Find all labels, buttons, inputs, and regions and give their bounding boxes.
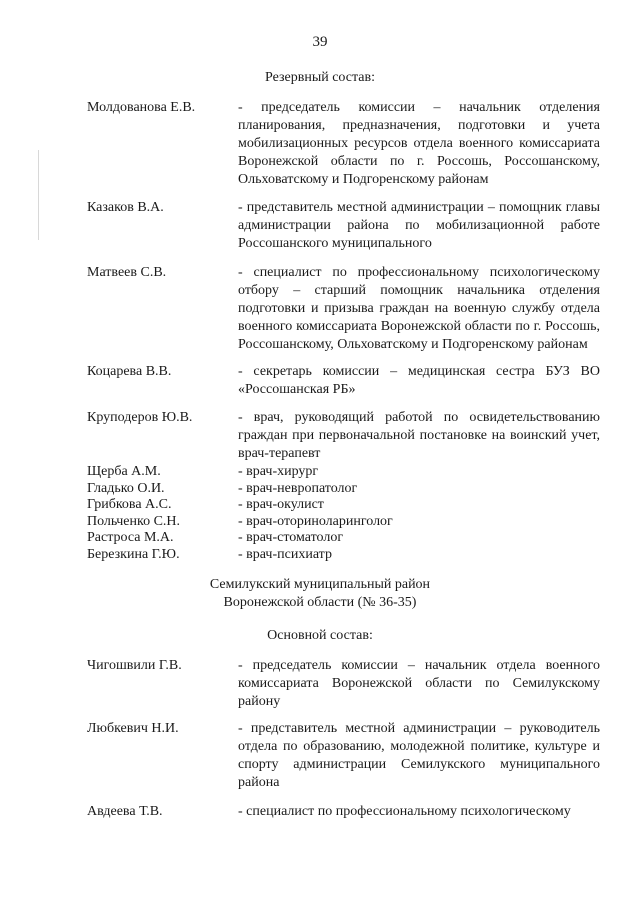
member-name: Щерба А.М.: [87, 464, 161, 479]
page-number: 39: [312, 34, 328, 50]
district-heading-line1: Семилукский муниципальный район: [209, 577, 431, 592]
member-name: Молдованова Е.В.: [87, 100, 196, 115]
main-heading: Основной состав:: [267, 628, 373, 643]
member-name: Березкина Г.Ю.: [87, 546, 180, 562]
member-role: - представитель местной администрации – помощник главы администрации района по мобилизационной работе Россошанского муниципального: [238, 200, 600, 251]
district-heading-line2: Воронежской области (№ 36-35): [223, 595, 417, 610]
member-name: Любкевич Н.И.: [87, 721, 179, 736]
member-name: Круподеров Ю.В.: [87, 410, 193, 425]
list-item: [0, 464, 640, 481]
member-role: - врач-невропатолог: [238, 480, 358, 496]
member-name: Польченко С.Н.: [87, 513, 181, 529]
member-name: Авдеева Т.В.: [87, 804, 163, 819]
member-name: Казаков В.А.: [87, 200, 164, 215]
member-name: Растроса М.А.: [87, 530, 174, 545]
member-role: - специалист по профессиональному психологическому: [238, 804, 571, 819]
reserve-heading: Резервный состав:: [264, 70, 375, 85]
list-item: [0, 547, 640, 564]
list-item: [0, 481, 640, 498]
member-role: - врач-психиатр: [238, 546, 332, 562]
member-name: Чигошвили Г.В.: [87, 658, 182, 673]
margin-mark: [38, 150, 39, 240]
member-role: - председатель комиссии – начальник отдела военного комиссариата Воронежской области по Семилукскому району: [238, 658, 600, 709]
list-item: [0, 514, 640, 531]
member-role: - председатель комиссии – начальник отделения планирования, предназначения, подготовки и учета мобилизационных ресурсов отдела военного комиссариата Воронежской области по г. Россошь, Россошанскому, Ольховатскому и Подгоренскому районам: [238, 100, 600, 187]
member-role: - врач, руководящий работой по освидетельствованию граждан при первоначальной постановке на воинский учет, врач-терапевт: [238, 410, 600, 461]
doctors-list: [0, 464, 640, 563]
member-role: - секретарь комиссии – медицинская сестра БУЗ ВО «Россошанская РБ»: [238, 364, 600, 397]
member-role: - врач-окулист: [238, 497, 324, 512]
list-item: [0, 530, 640, 547]
member-role: - врач-оториноларинголог: [238, 513, 393, 529]
member-name: Матвеев С.В.: [87, 265, 167, 280]
member-name: Коцарева В.В.: [87, 364, 172, 379]
member-role: - врач-хирург: [238, 464, 319, 479]
member-name: Гладько О.И.: [87, 480, 165, 496]
member-role: - специалист по профессиональному психологическому отбору – старший помощник начальника отделения подготовки и призыва граждан на военную службу отдела военного комиссариата Воронежской области по г. Россошь, Россошанскому, Ольховатскому и Подгоренскому районам: [238, 265, 600, 352]
list-item: [0, 497, 640, 514]
member-role: - врач-стоматолог: [238, 530, 344, 545]
member-role: - представитель местной администрации – руководитель отдела по образованию, молодежной политике, культуре и спорту администрации Семилукского муниципального района: [238, 721, 600, 790]
member-name: Грибкова А.С.: [87, 497, 172, 512]
